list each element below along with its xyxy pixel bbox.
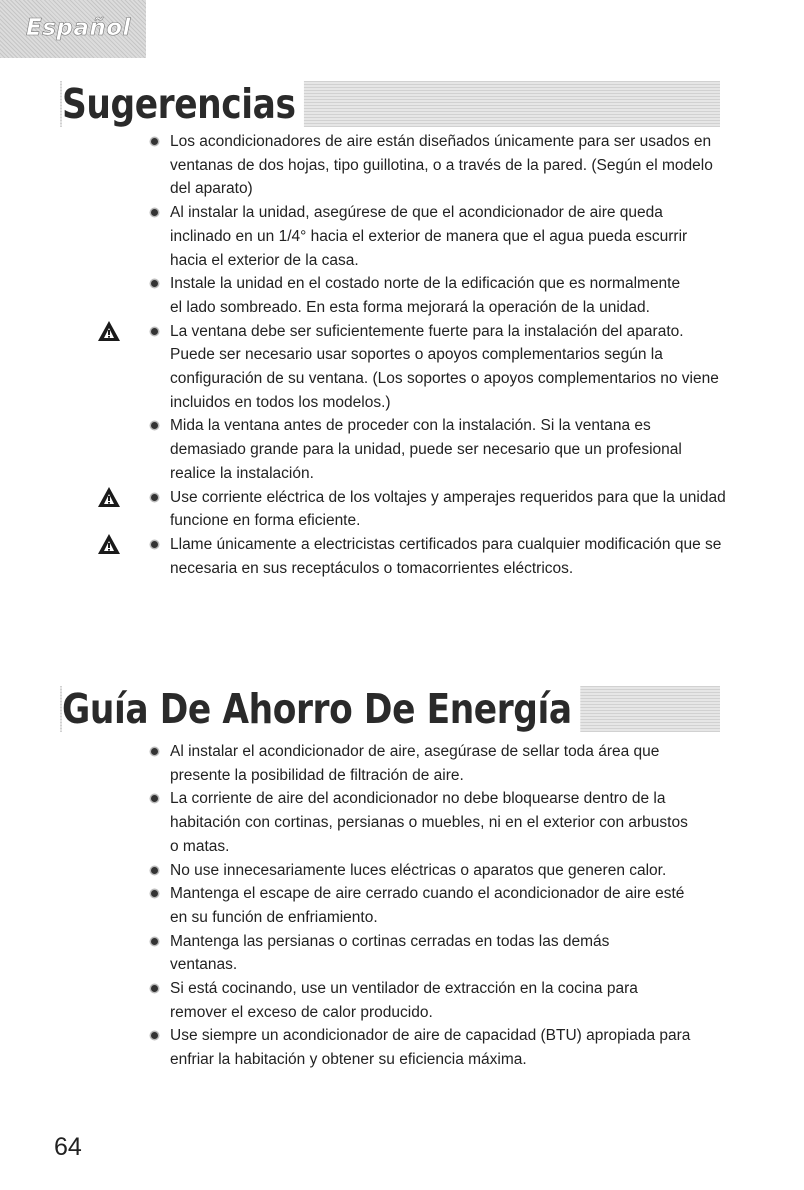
energia-list [148,740,770,1072]
energia-title: Guía De Ahorro De Energía [62,686,580,732]
bullet-icon [151,138,158,145]
bullet-icon [151,422,158,429]
warning-icon [98,487,120,507]
list-item: Al instalar el acondicionador de aire, asegúrase de sellar toda área que presente la posibilidad de filtración de aire. [148,740,690,787]
warning-icon [98,534,120,554]
list-item: Use siempre un acondicionador de aire de capacidad (BTU) apropiada para enfriar la habitación y obtener su eficiencia máxima. [148,1024,730,1071]
sugerencias-title: Sugerencias [62,81,304,127]
list-item: Mantenga el escape de aire cerrado cuando el acondicionador de aire esté en su función de enfriamiento. [148,882,690,929]
list-item: Mantenga las persianas o cortinas cerradas en todas las demás ventanas. [148,930,640,977]
bullet-icon [151,795,158,802]
sugerencias-banner [60,81,720,127]
list-item: Mida la ventana antes de proceder con la instalación. Si la ventana es demasiado grande para la unidad, puede ser necesario que un profesional realice la instalación. [148,414,720,485]
bullet-icon [151,328,158,335]
list-item-warning: Use corriente eléctrica de los voltajes y amperajes requeridos para que la unidad funcione en forma eficiente. [148,486,730,533]
bullet-icon [151,280,158,287]
list-item: La corriente de aire del acondicionador no debe bloquearse dentro de la habitación con cortinas, persianas o muebles, ni en el exterior con arbustos o matas. [148,787,690,858]
bullet-icon [151,541,158,548]
bullet-icon [151,985,158,992]
language-tab [0,0,146,58]
page-number: 64 [54,1133,82,1161]
bullet-icon [151,867,158,874]
list-item: Instale la unidad en el costado norte de la edificación que es normalmente el lado sombreado. En esta forma mejorará la operación de la unidad. [148,272,690,319]
bullet-icon [151,494,158,501]
list-item-warning: La ventana debe ser suficientemente fuerte para la instalación del aparato. Puede ser necesario usar soportes o apoyos complementarios según la configuración de su ventana. (Los soportes o apoyos complementarios no viene incluidos en todos los modelos.) [148,320,720,415]
bullet-icon [151,209,158,216]
list-item: Si está cocinando, use un ventilador de extracción en la cocina para remover el exceso de calor producido. [148,977,690,1024]
list-item: Los acondicionadores de aire están diseñados únicamente para ser usados en ventanas de dos hojas, tipo guillotina, o a través de la pared. (Según el modelo del aparato) [148,130,730,201]
bullet-icon [151,890,158,897]
sugerencias-list [148,130,740,580]
warning-icon [98,321,120,341]
energia-banner [60,686,720,732]
list-item-warning: Llame únicamente a electricistas certificados para cualquier modificación que se necesaria en sus receptáculos o tomacorrientes eléctricos. [148,533,740,580]
bullet-icon [151,748,158,755]
language-label: Español [26,15,131,41]
bullet-icon [151,938,158,945]
list-item: No use innecesariamente luces eléctricas o aparatos que generen calor. [148,859,770,883]
list-item: Al instalar la unidad, asegúrese de que el acondicionador de aire queda inclinado en un 1/4° hacia el exterior de manera que el agua pueda escurrir hacia el exterior de la casa. [148,201,690,272]
bullet-icon [151,1032,158,1039]
